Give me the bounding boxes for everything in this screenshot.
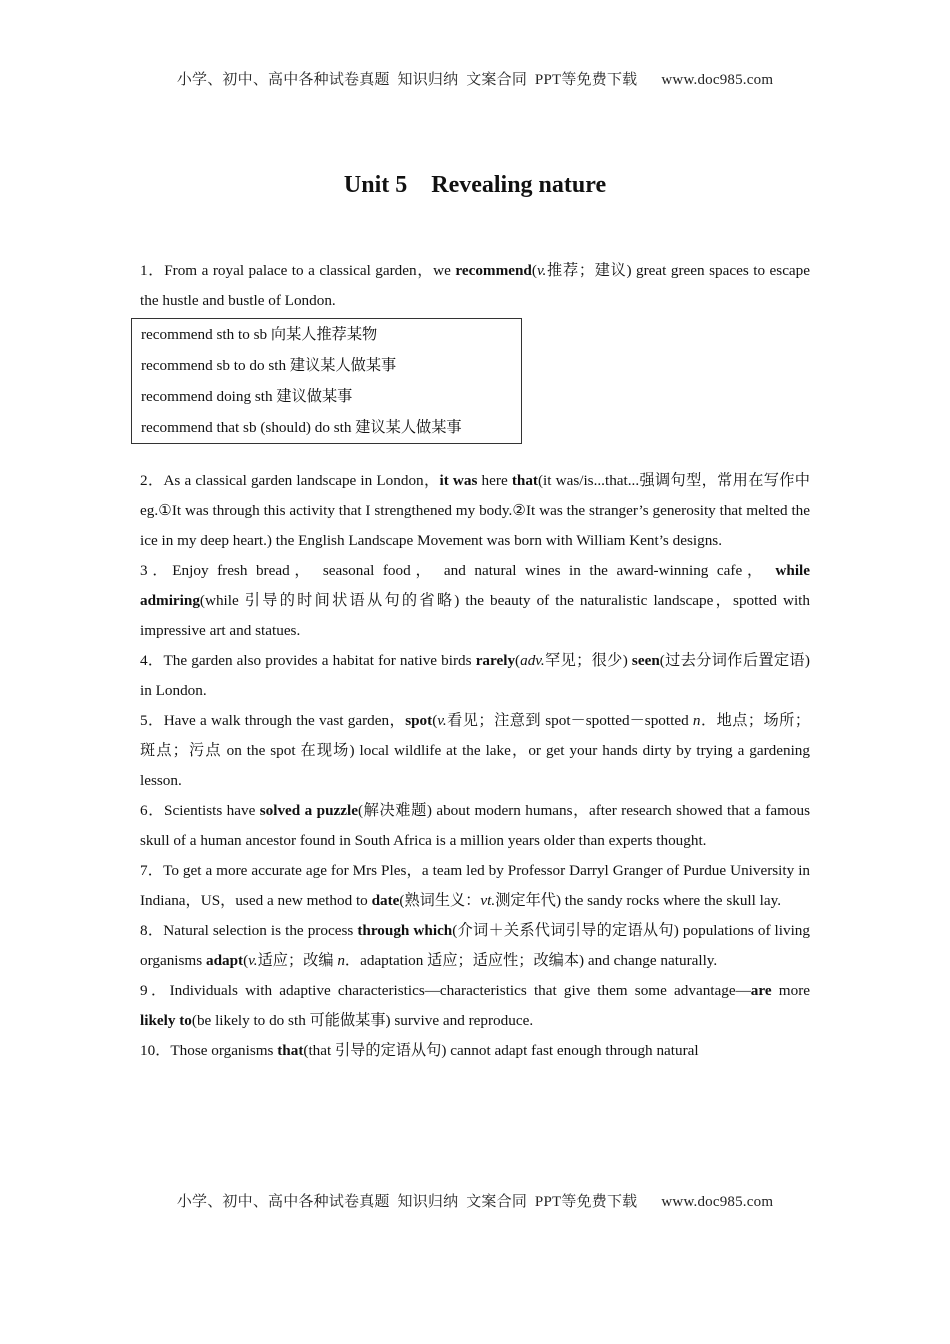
sentence-number: 10． bbox=[140, 1042, 171, 1059]
sentence-number: 2． bbox=[140, 472, 164, 489]
key-phrase: seen bbox=[631, 652, 660, 669]
sentence-number: 7． bbox=[140, 862, 164, 879]
page-footer bbox=[0, 1190, 950, 1211]
sentence-number: 8． bbox=[140, 922, 164, 939]
sentence-text: ( bbox=[432, 712, 438, 729]
key-phrase: that bbox=[277, 1042, 304, 1059]
sentence-text: 看见；注意到 spot－spotted－spotted bbox=[446, 712, 693, 729]
sentence-text: ．地点；场所；斑点；污点 on the spot 在现场) local wildlife at the lake，or get your hands dirty by trying a gardening lesson. bbox=[140, 712, 810, 789]
numbered-sentence bbox=[140, 976, 810, 1036]
footer-url: www.doc985.com bbox=[661, 1194, 774, 1210]
sentence-text: Enjoy fresh bread， seasonal food， and natural wines in the award-winning cafe， bbox=[172, 562, 776, 579]
sentence-text: Scientists have bbox=[164, 802, 260, 819]
sentence-text: ( bbox=[531, 262, 537, 279]
key-phrase: adapt bbox=[205, 952, 244, 969]
sentence-number: 6． bbox=[140, 802, 165, 819]
sentence-text: (that 引导的定语从句) cannot adapt fast enough through natural bbox=[303, 1042, 699, 1059]
header-url: www.doc985.com bbox=[661, 72, 774, 88]
numbered-sentence bbox=[140, 796, 810, 856]
usage-line: recommend doing sth 建议做某事 bbox=[141, 388, 353, 405]
key-phrase: that bbox=[511, 472, 538, 489]
sentence-text: v. bbox=[248, 952, 258, 969]
numbered-sentence bbox=[140, 556, 810, 646]
numbered-sentence bbox=[140, 916, 810, 976]
sentence-text: ( bbox=[243, 952, 249, 969]
sentence-text: vt. bbox=[480, 892, 496, 909]
key-phrase: solved a puzzle bbox=[259, 802, 358, 819]
key-phrase: date bbox=[371, 892, 400, 909]
sentence-text: Individuals with adaptive characteristics—characteristics that give them some advantage— bbox=[169, 982, 751, 999]
sentence-text: more bbox=[771, 982, 810, 999]
sentence-text: Have a walk through the vast garden， bbox=[163, 712, 406, 729]
usage-line: recommend sb to do sth 建议某人做某事 bbox=[141, 357, 397, 374]
key-phrase: it was bbox=[439, 472, 478, 489]
sentence-text: v. bbox=[536, 262, 547, 279]
usage-box bbox=[131, 318, 522, 444]
sentence-text: Those organisms bbox=[170, 1042, 278, 1059]
key-phrase: spot bbox=[405, 712, 433, 729]
sentence-text: 适应；改编 bbox=[257, 952, 338, 969]
key-phrase: while admiring bbox=[140, 562, 811, 609]
sentence-number: 3． bbox=[140, 562, 173, 579]
numbered-sentence bbox=[140, 466, 810, 556]
sentence-text: From a royal palace to a classical garden，we bbox=[164, 262, 456, 279]
key-phrase: rarely bbox=[475, 652, 516, 669]
sentence-text: ．adaptation 适应；适应性；改编本) and change naturally. bbox=[344, 952, 718, 969]
usage-line: recommend that sb (should) do sth 建议某人做某事 bbox=[141, 419, 462, 436]
sentence-text: 推荐；建议) great green spaces to escape the hustle and bustle of London. bbox=[140, 262, 811, 309]
numbered-sentence bbox=[140, 646, 810, 706]
sentence-number: 9． bbox=[140, 982, 170, 999]
numbered-sentence bbox=[140, 706, 810, 796]
numbered-sentence bbox=[140, 256, 810, 316]
sentence-number: 4． bbox=[140, 652, 164, 669]
sentence-text: (介词＋关系代词引导的定语从句) populations of living organisms bbox=[140, 922, 810, 969]
sentence-text: adv. bbox=[520, 652, 545, 669]
sentence-text: 测定年代) the sandy rocks where the skull lay. bbox=[495, 892, 782, 909]
sentence-text: (过去分词作后置定语) in London. bbox=[140, 652, 810, 699]
sentence-text: v. bbox=[437, 712, 447, 729]
key-phrase: through which bbox=[357, 922, 453, 939]
sentence-text: here bbox=[477, 472, 512, 489]
page-header bbox=[0, 68, 950, 89]
page-title: Unit 5 Revealing nature bbox=[343, 172, 607, 198]
usage-line: recommend sth to sb 向某人推荐某物 bbox=[141, 326, 378, 343]
sentence-text: 罕见；很少) bbox=[544, 652, 632, 669]
sentence-text: (熟词生义： bbox=[399, 892, 481, 909]
sentence-text: (be likely to do sth 可能做某事) survive and reproduce. bbox=[191, 1012, 534, 1029]
numbered-sentence bbox=[140, 856, 810, 916]
numbered-sentence bbox=[140, 1036, 810, 1066]
sentence-number: 5． bbox=[140, 712, 164, 729]
sentence-number: 1． bbox=[140, 262, 165, 279]
sentence-text: As a classical garden landscape in London， bbox=[163, 472, 440, 489]
sentence-text: The garden also provides a habitat for native birds bbox=[163, 652, 476, 669]
sentence-text: (while 引导的时间状语从句的省略) the beauty of the naturalistic landscape，spotted with impressive art and statues. bbox=[140, 592, 810, 639]
key-phrase: likely to bbox=[140, 1012, 192, 1029]
sentence-text: (解决难题) about modern humans，after research showed that a famous skull of a human ancestor found in South Africa is a million years older than experts thought. bbox=[140, 802, 811, 849]
document-body bbox=[140, 256, 810, 1066]
sentence-text: (it was/is...that...强调句型，常用在写作中 eg.①It was through this activity that I strengthened my body.②It was the stranger’s generosity that melted the ice in my deep heart.) the English Landscape Movement was born with William Kent’s designs. bbox=[140, 472, 810, 549]
sentence-text: Natural selection is the process bbox=[163, 922, 358, 939]
sentence-text: n bbox=[692, 712, 701, 729]
key-phrase: recommend bbox=[455, 262, 532, 279]
footer-text: 小学、初中、高中各种试卷真题 知识归纳 文案合同 PPT等免费下载 bbox=[176, 1194, 638, 1210]
sentence-text: ( bbox=[515, 652, 521, 669]
header-text: 小学、初中、高中各种试卷真题 知识归纳 文案合同 PPT等免费下载 bbox=[176, 72, 638, 88]
sentence-text: n bbox=[337, 952, 345, 969]
key-phrase: are bbox=[750, 982, 772, 999]
sentence-text: To get a more accurate age for Mrs Ples，a team led by Professor Darryl Granger of Purdue University in Indiana，US，used a new method to bbox=[140, 862, 811, 909]
